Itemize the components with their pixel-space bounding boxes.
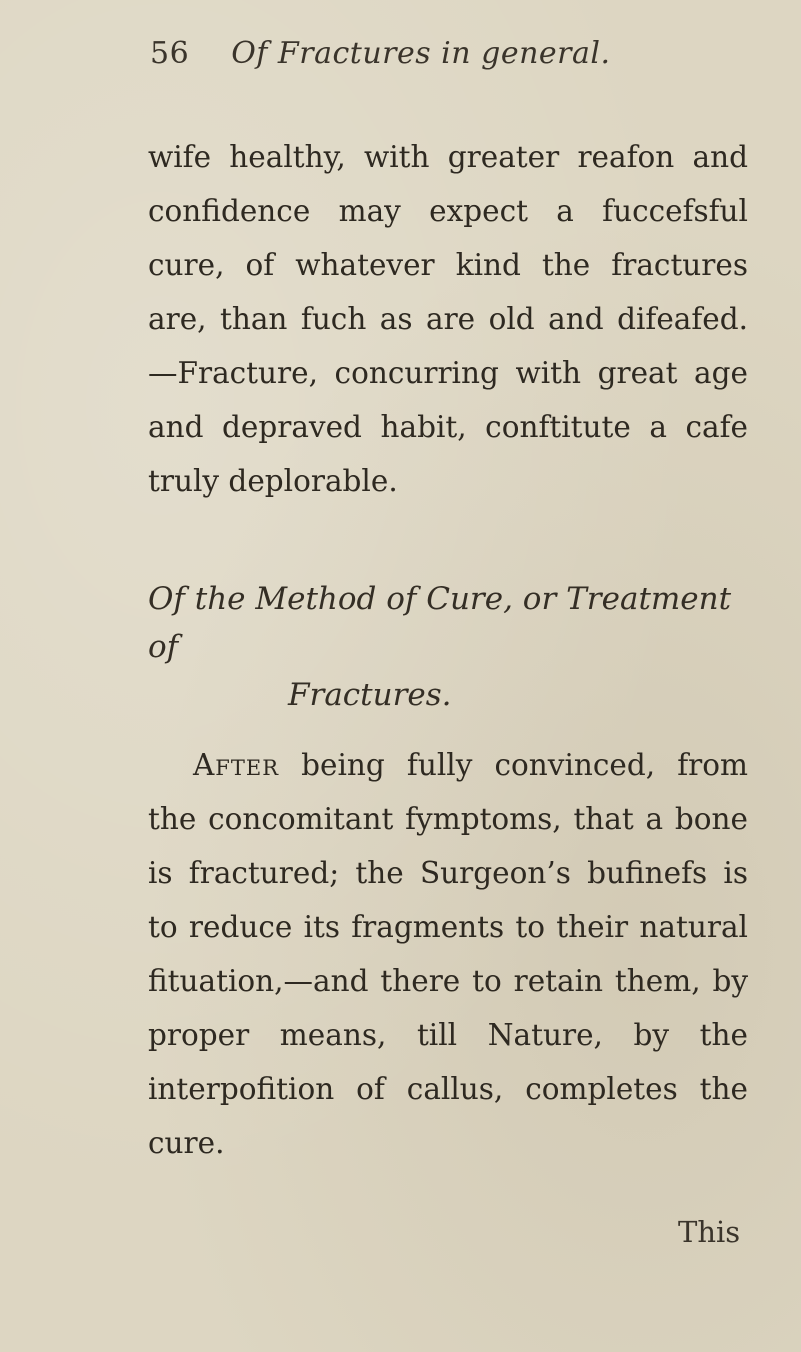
- running-head: [150, 36, 611, 71]
- paragraph-continued: wife healthy, with greater reafon and confidence may expect a fuccefsful cure, of whatever kind the fractures are, than fuch as are old and difeafed. —Fracture, concurring with great age and depraved habit, conftitute a cafe truly deplorable.: [148, 140, 748, 498]
- paragraph-method-of-cure: [148, 738, 748, 1170]
- paragraph-text: being fully convinced, from the concomitant fymptoms, that a bone is fractured; the Surgeon’s bufinefs is to reduce its fragments to their natural fituation,—and there to retain them, by proper means, till Nature, by the interpofition of callus, completes the cure.: [148, 748, 748, 1160]
- section-heading-line-2: Fractures.: [288, 677, 452, 713]
- section-heading-line-1: Of the Method of Cure, or Treatment of: [148, 581, 732, 665]
- page-number: 56: [150, 36, 190, 71]
- section-heading: [148, 575, 768, 719]
- catchword: This: [678, 1215, 741, 1249]
- running-title: Of Fractures in general.: [231, 36, 611, 71]
- paragraph-lead-word: After: [193, 748, 280, 782]
